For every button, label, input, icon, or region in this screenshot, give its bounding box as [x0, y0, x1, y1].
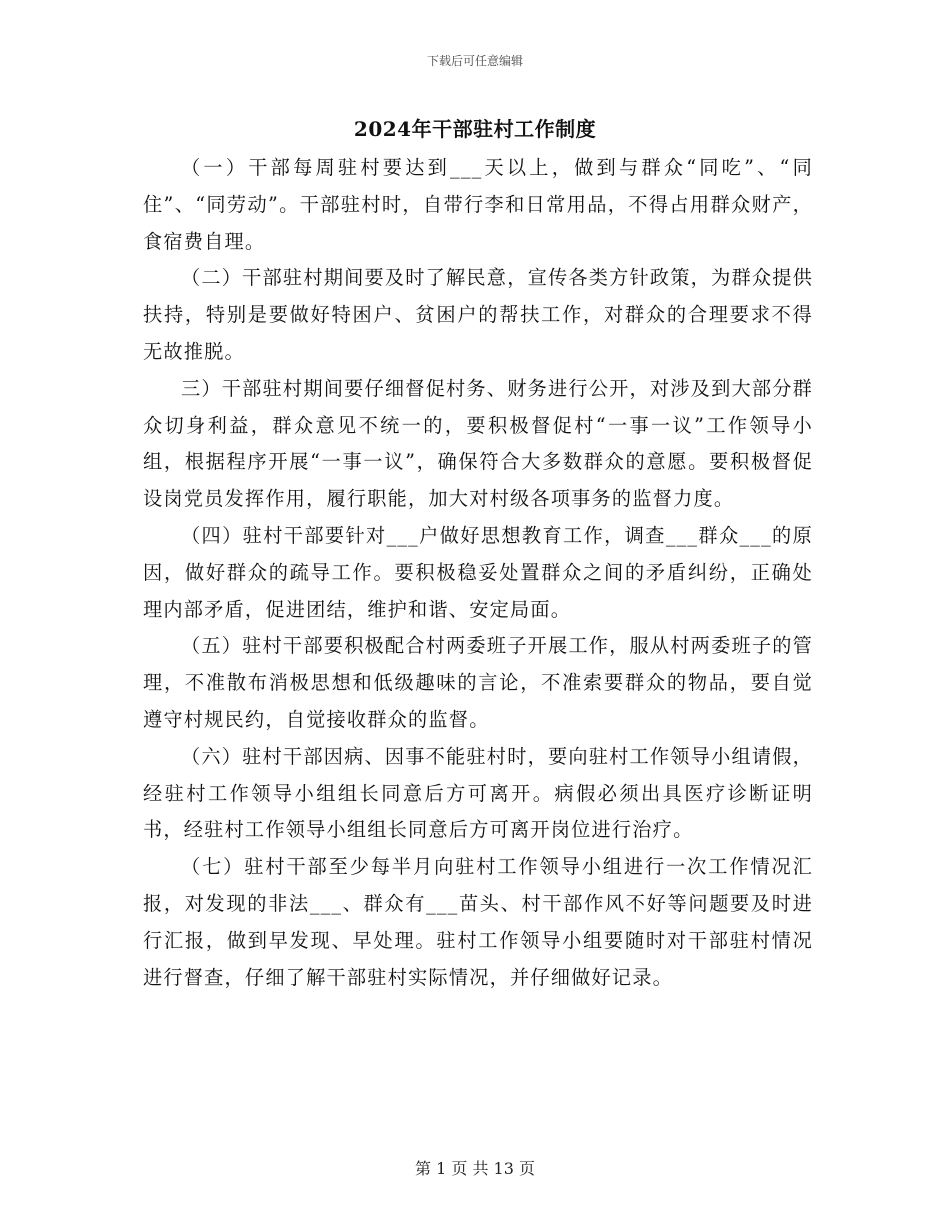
document-title: 2024年干部驻村工作制度 [353, 117, 597, 141]
paragraph-6: （六）驻村干部因病、因事不能驻村时，要向驻村工作领导小组请假，经驻村工作领导小组组长同意后方可离开。病假必须出具医疗诊断证明书，经驻村工作领导小组组长同意后方可离开岗位进行治疗。 [143, 744, 814, 842]
paragraph-7: （七）驻村干部至少每半月向驻村工作领导小组进行一次工作情况汇报，对发现的非法___、群众有___苗头、村干部作风不好等问题要及时进行汇报，做到早发现、早处理。驻村工作领导小组要随时对干部驻村情况进行督查，仔细了解干部驻村实际情况，并仔细做好记录。 [143, 855, 813, 989]
page-number: 第 1 页 共 13 页 [415, 1159, 535, 1178]
paragraph-1: （一）干部每周驻村要达到___天以上，做到与群众“同吃”、“同住”、“同劳动”。干部驻村时，自带行李和日常用品，不得占用群众财产，食宿费自理。 [143, 156, 813, 253]
paragraph-5: （五）驻村干部要积极配合村两委班子开展工作，服从村两委班子的管理，不准散布消极思想和低级趣味的言论，不准索要群众的物品，要自觉遵守村规民约，自觉接收群众的监督。 [143, 634, 814, 731]
paragraph-4: （四）驻村干部要针对___户做好思想教育工作，调查___群众___的原因，做好群众的疏导工作。要积极稳妥处置群众之间的矛盾纠纷，正确处理内部矛盾，促进团结，维护和谐、安定局面。 [143, 523, 813, 621]
page-header-note: 下载后可任意编辑 [426, 54, 523, 68]
paragraph-2: （二）干部驻村期间要及时了解民意，宣传各类方针政策，为群众提供扶持，特别是要做好特困户、贫困户的帮扶工作，对群众的合理要求不得无故推脱。 [143, 266, 814, 363]
document-body [143, 150, 813, 996]
paragraph-3: 三）干部驻村期间要仔细督促村务、财务进行公开，对涉及到大部分群众切身利益，群众意见不统一的，要积极督促村“一事一议”工作领导小组，根据程序开展“一事一议”，确保符合大多数群众的意愿。要积极督促设岗党员发挥作用，履行职能，加大对村级各项事务的监督力度。 [143, 376, 814, 511]
